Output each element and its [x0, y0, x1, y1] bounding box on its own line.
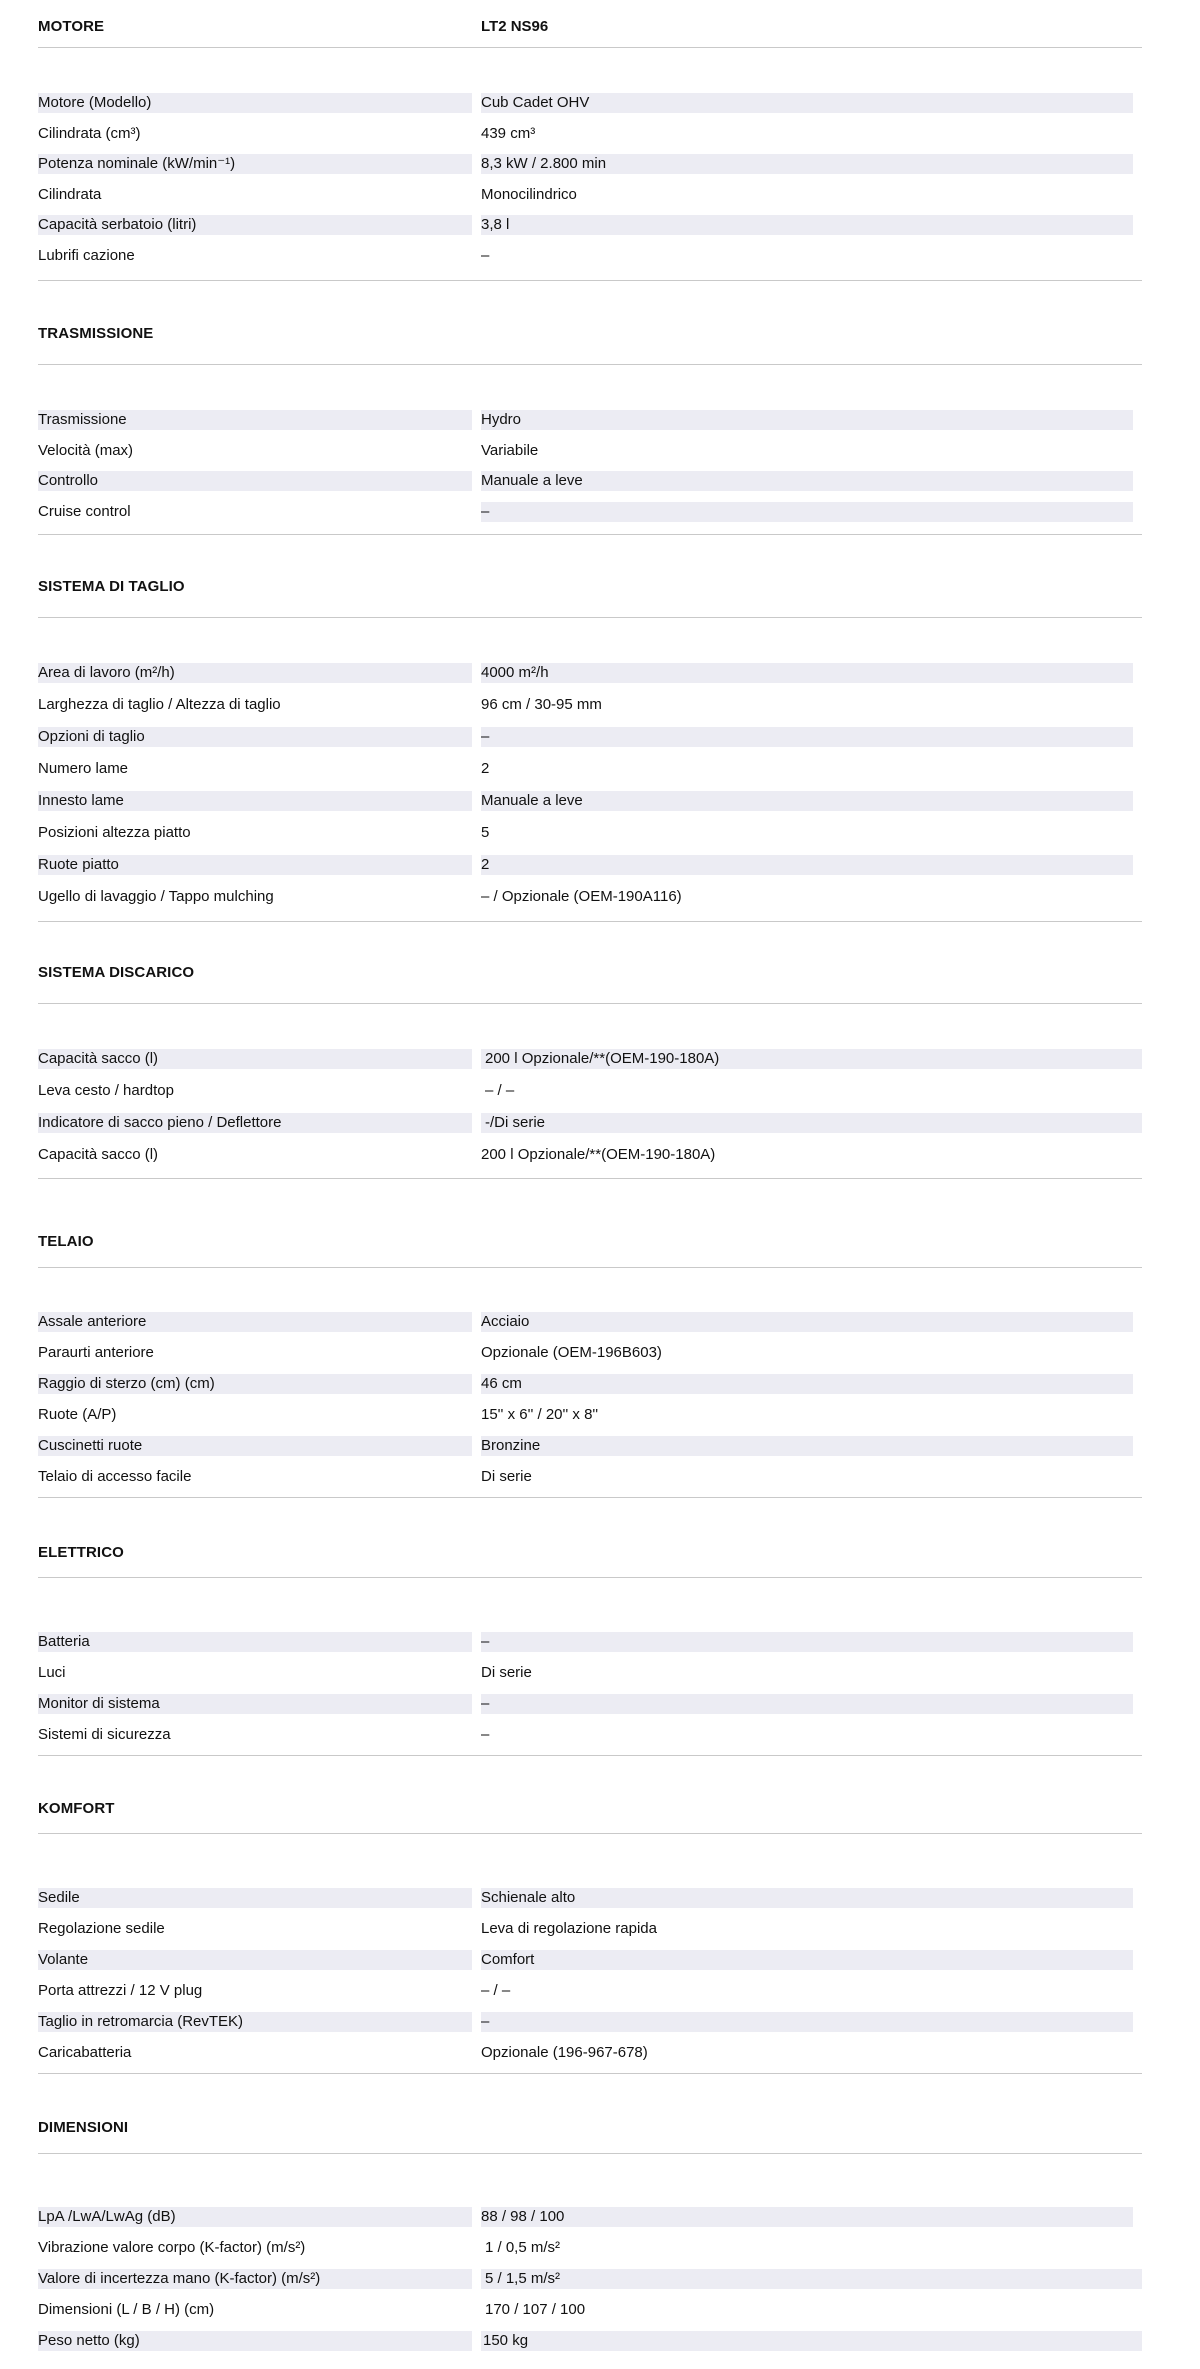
spec-value: Opzionale (OEM-196B603) [481, 1344, 662, 1361]
spec-value: Comfort [481, 1950, 1133, 1970]
spec-value: 8,3 kW / 2.800 min [481, 154, 1133, 174]
section-divider [38, 1833, 1142, 1834]
spec-value: 3,8 l [481, 215, 1133, 235]
spec-label: Valore di incertezza mano (K-factor) (m/s²) [38, 2269, 472, 2289]
section-title-telaio: TELAIO [38, 1233, 94, 1250]
spec-value: Di serie [481, 1468, 532, 1485]
section-divider [38, 2153, 1142, 2154]
section-divider [38, 617, 1142, 618]
spec-value: Manuale a leve [481, 471, 1133, 491]
section-divider [38, 1577, 1142, 1578]
spec-value: Monocilindrico [481, 186, 577, 203]
section-divider [38, 47, 1142, 48]
section-title-trasmissione: TRASMISSIONE [38, 325, 154, 342]
spec-value: – / – [485, 1082, 515, 1099]
spec-value: 200 l Opzionale/**(OEM-190-180A) [481, 1049, 1142, 1069]
spec-value: – / – [481, 1982, 511, 1999]
spec-label: Regolazione sedile [38, 1920, 165, 1937]
spec-label: Area di lavoro (m²/h) [38, 663, 472, 683]
spec-value: – [481, 2012, 1133, 2032]
spec-label: Controllo [38, 471, 472, 491]
spec-label: Motore (Modello) [38, 93, 472, 113]
section-divider [38, 1497, 1142, 1498]
spec-value: – [481, 727, 1133, 747]
spec-value: – [481, 247, 490, 264]
spec-label: Leva cesto / hardtop [38, 1082, 174, 1099]
spec-label: Sedile [38, 1888, 472, 1908]
spec-label: Raggio di sterzo (cm) (cm) [38, 1374, 472, 1394]
spec-label: Assale anteriore [38, 1312, 472, 1332]
spec-value: 46 cm [481, 1374, 1133, 1394]
spec-label: Porta attrezzi / 12 V plug [38, 1982, 203, 1999]
spec-label: Taglio in retromarcia (RevTEK) [38, 2012, 472, 2032]
section-title-dimensioni: DIMENSIONI [38, 2119, 129, 2136]
spec-value: 2 [481, 855, 1133, 875]
spec-value: Leva di regolazione rapida [481, 1920, 657, 1937]
spec-value: 88 / 98 / 100 [481, 2207, 1133, 2227]
model-name: LT2 NS96 [481, 18, 549, 35]
spec-label: Ruote piatto [38, 855, 472, 875]
spec-value: – [481, 1726, 490, 1743]
spec-label: Trasmissione [38, 410, 472, 430]
spec-value: – [481, 1694, 1133, 1714]
spec-value: 96 cm / 30-95 mm [481, 696, 602, 713]
spec-value: 1 / 0,5 m/s² [485, 2239, 561, 2256]
section-title-komfort: KOMFORT [38, 1800, 115, 1817]
spec-label: Cilindrata (cm³) [38, 125, 141, 142]
spec-label: Potenza nominale (kW/min⁻¹) [38, 154, 472, 174]
spec-label: Opzioni di taglio [38, 727, 472, 747]
spec-label: Monitor di sistema [38, 1694, 472, 1714]
spec-value: Schienale alto [481, 1888, 1133, 1908]
spec-label: Cuscinetti ruote [38, 1436, 472, 1456]
spec-value: – [481, 1632, 1133, 1652]
spec-value: Di serie [481, 1664, 532, 1681]
spec-label: Numero lame [38, 760, 129, 777]
spec-label: Indicatore di sacco pieno / Deflettore [38, 1113, 472, 1133]
spec-value: Hydro [481, 410, 1133, 430]
spec-label: Ugello di lavaggio / Tappo mulching [38, 888, 274, 905]
spec-label: Sistemi di sicurezza [38, 1726, 171, 1743]
spec-label: Cruise control [38, 503, 131, 520]
spec-value: 4000 m²/h [481, 663, 1133, 683]
section-divider [38, 1003, 1142, 1004]
spec-label: Larghezza di taglio / Altezza di taglio [38, 696, 281, 713]
spec-label: Dimensioni (L / B / H) (cm) [38, 2301, 215, 2318]
section-divider [38, 2073, 1142, 2074]
spec-label: Cilindrata [38, 186, 102, 203]
spec-value: Opzionale (196-967-678) [481, 2044, 648, 2061]
spec-label: Innesto lame [38, 791, 472, 811]
spec-value: 5 / 1,5 m/s² [481, 2269, 1142, 2289]
section-divider [38, 1755, 1142, 1756]
spec-label: LpA /LwA/LwAg (dB) [38, 2207, 472, 2227]
section-title-sistema-discarico: SISTEMA DISCARICO [38, 964, 195, 981]
spec-value: 15'' x 6'' / 20'' x 8'' [481, 1406, 599, 1423]
spec-label: Velocità (max) [38, 442, 134, 459]
spec-label: Caricabatteria [38, 2044, 132, 2061]
spec-label: Volante [38, 1950, 472, 1970]
section-divider [38, 1178, 1142, 1179]
spec-label: Telaio di accesso facile [38, 1468, 192, 1485]
spec-label: Posizioni altezza piatto [38, 824, 191, 841]
spec-label: Ruote (A/P) [38, 1406, 117, 1423]
spec-value: – / Opzionale (OEM-190A116) [481, 888, 682, 905]
spec-value: -/Di serie [481, 1113, 1142, 1133]
spec-label: Capacità sacco (l) [38, 1146, 159, 1163]
spec-label: Capacità sacco (l) [38, 1049, 472, 1069]
section-title-elettrico: ELETTRICO [38, 1544, 124, 1561]
spec-value: 200 l Opzionale/**(OEM-190-180A) [481, 1146, 716, 1163]
section-divider [38, 1267, 1142, 1268]
spec-value: Variabile [481, 442, 539, 459]
spec-value: – [481, 502, 1133, 522]
spec-value: 439 cm³ [481, 125, 536, 142]
spec-value: 170 / 107 / 100 [485, 2301, 586, 2318]
section-divider [38, 364, 1142, 365]
spec-value: Acciaio [481, 1312, 1133, 1332]
spec-label: Batteria [38, 1632, 472, 1652]
spec-value: Cub Cadet OHV [481, 93, 1133, 113]
spec-label: Paraurti anteriore [38, 1344, 154, 1361]
spec-label: Lubrifi cazione [38, 247, 135, 264]
spec-label: Peso netto (kg) [38, 2331, 472, 2351]
spec-value: 5 [481, 824, 490, 841]
spec-value: Manuale a leve [481, 791, 1133, 811]
section-divider [38, 280, 1142, 281]
section-title-motore: MOTORE [38, 18, 105, 35]
spec-value: 150 kg [481, 2331, 1142, 2351]
section-divider [38, 534, 1142, 535]
spec-label: Luci [38, 1664, 66, 1681]
section-divider [38, 921, 1142, 922]
spec-label: Vibrazione valore corpo (K-factor) (m/s²) [38, 2239, 306, 2256]
spec-value: Bronzine [481, 1436, 1133, 1456]
spec-label: Capacità serbatoio (litri) [38, 215, 472, 235]
section-title-sistema-di-taglio: SISTEMA DI TAGLIO [38, 578, 185, 595]
spec-value: 2 [481, 760, 490, 777]
